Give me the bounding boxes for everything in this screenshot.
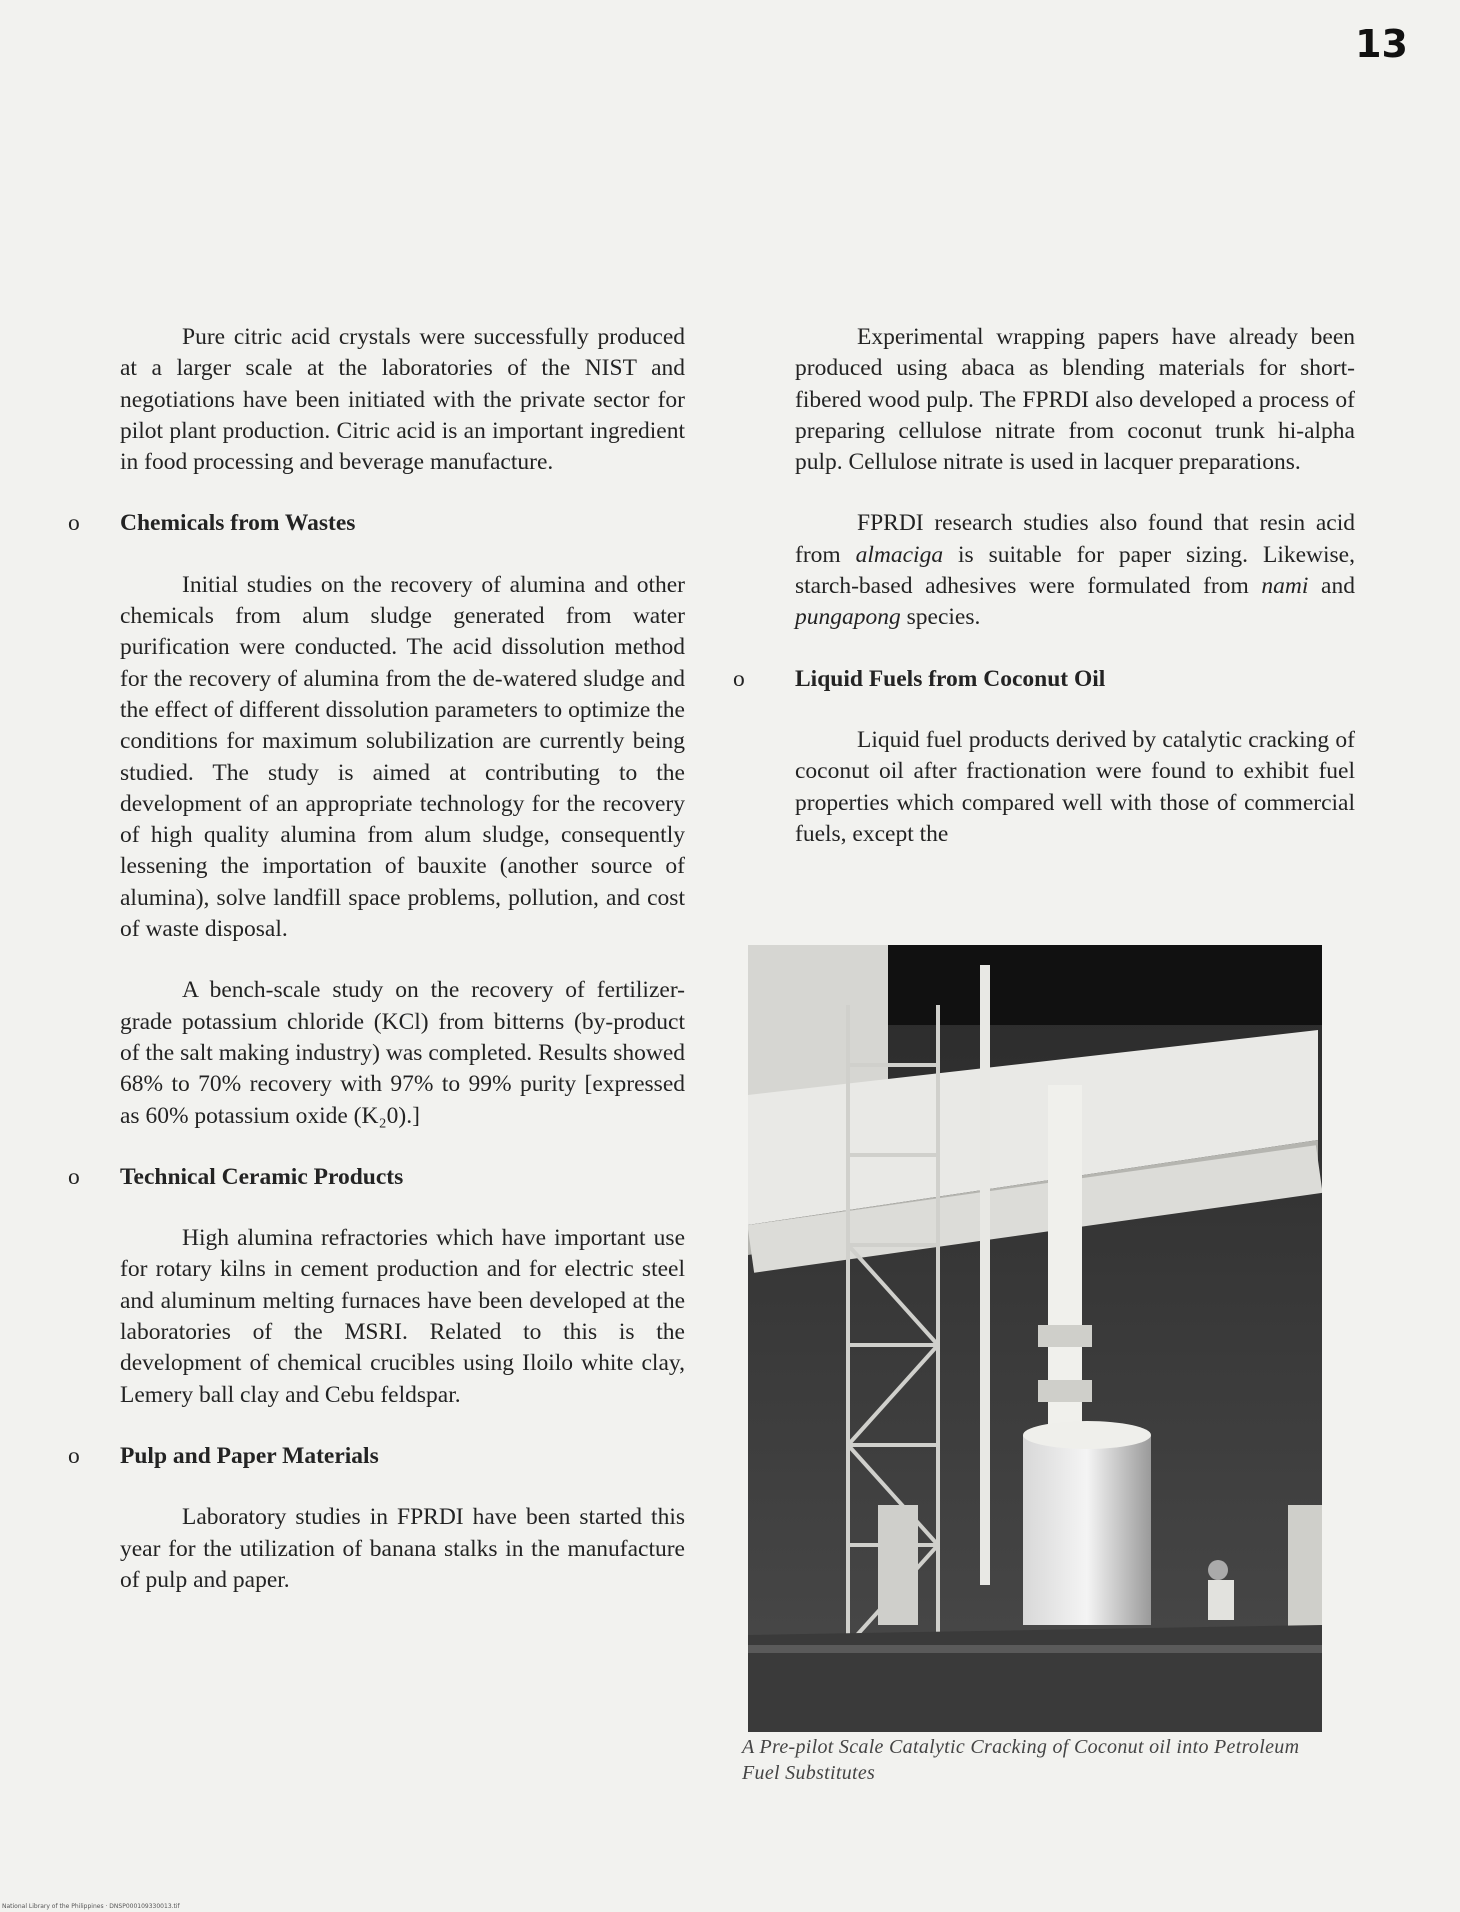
photo-catalytic-cracking-plant [748, 945, 1322, 1732]
bullet-marker: o [68, 1442, 80, 1469]
paragraph-wrapping-papers: Experimental wrapping papers have already been produced using abaca as blending materials for short-fibered wood pulp. The FPRDI also developed a process of preparing cellulose nitrate from coconut trunk hi-alpha pulp. Cellulose nitrate is used in lacquer preparations. [795, 324, 1355, 476]
section-heading-technical-ceramic-products [68, 1162, 685, 1193]
paragraph-refractories: High alumina refractories which have important use for rotary kilns in cement production and for electric steel and aluminum melting furnaces have been developed at the laboratories of the MSRI. Related to this is the development of chemical crucibles using Iloilo white clay, Lemery ball clay and Cebu feldspar. [120, 1225, 685, 1408]
heading-text: Pulp and Paper Materials [120, 1442, 379, 1469]
species-name: nami [1261, 573, 1309, 600]
text-run: and [1308, 573, 1355, 600]
bullet-marker: o [68, 510, 80, 537]
paragraph-citric-acid: Pure citric acid crystals were successfully produced at a larger scale at the laboratories of the NIST and negotiations have been initiated with the private sector for pilot plant production. Citric acid is an important ingredient in food processing and beverage manufacture. [120, 324, 685, 476]
text-run: species. [900, 604, 981, 631]
section-heading-liquid-fuels [733, 664, 1355, 695]
page-number: 13 [1355, 22, 1408, 66]
species-name: almaciga [855, 541, 944, 568]
figure-caption: A Pre-pilot Scale Catalytic Cracking of Coconut oil into Petroleum Fuel Substitutes [742, 1736, 1300, 1784]
paragraph-liquid-fuel-products: Liquid fuel products derived by catalytic cracking of coconut oil after fractionation were found to exhibit fuel properties which compared well with those of commercial fuels, except the [795, 726, 1355, 847]
text-run: is suitable for paper sizing. Likewise, starch-based adhesives were formulated from [795, 541, 1355, 600]
right-column [733, 322, 1355, 880]
bullet-marker: o [733, 665, 745, 692]
paragraph-resin-acid [795, 508, 1355, 633]
section-heading-chemicals-from-wastes [68, 508, 685, 539]
paragraph-potassium-chloride: A bench-scale study on the recovery of fertilizer-grade potassium chloride (KCl) from bitterns (by-product of the salt making industry) was completed. Results showed 68% to 70% recovery with 97% to 99% purity [expressed as 60% potassium oxide (K₂0).] [120, 977, 685, 1129]
species-name: pungapong [795, 604, 901, 631]
left-column [68, 322, 685, 1626]
section-heading-pulp-and-paper [68, 1441, 685, 1472]
photo-illustration [748, 945, 1322, 1732]
text-run: FPRDI research studies also found that resin acid from [795, 510, 1355, 568]
heading-text: Liquid Fuels from Coconut Oil [795, 665, 1106, 692]
paragraph-alumina-recovery: Initial studies on the recovery of alumina and other chemicals from alum sludge generated from water purification were conducted. The acid dissolution method for the recovery of alumina from the de-watered sludge and the effect of different dissolution parameters to optimize the conditions for maximum solubilization are currently being studied. The study is aimed at contributing to the development of an appropriate technology for the recovery of high quality alumina from alum sludge, consequently lessening the importation of bauxite (another source of alumina), solve landfill space problems, pollution, and cost of waste disposal. [120, 571, 685, 943]
paragraph-banana-stalks: Laboratory studies in FPRDI have been started this year for the utilization of banana stalks in the manufacture of pulp and paper. [120, 1504, 685, 1593]
heading-text: Technical Ceramic Products [120, 1163, 404, 1190]
bullet-marker: o [68, 1163, 80, 1190]
heading-text: Chemicals from Wastes [120, 510, 356, 537]
scan-footer: National Library of the Philippines · DNSP000109330013.tif [2, 1903, 180, 1910]
